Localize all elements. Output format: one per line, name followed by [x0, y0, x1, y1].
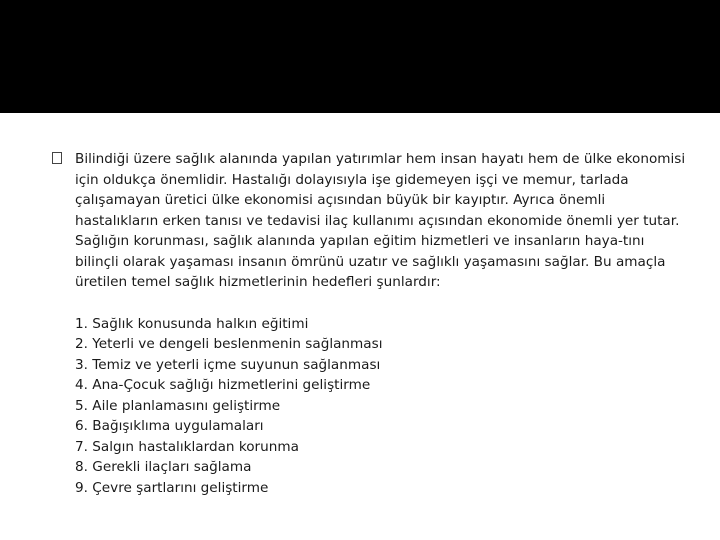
intro-paragraph: Bilindiği üzere sağlık alanında yapılan yatırımlar hem insan hayatı hem de ülke ekonomisi için oldukça önemlidir. Hastalığı dolayısıyla işe gidemeyen işçi ve memur, tarlada çalışamayan üretici ülke ekonomisi açısından büyük bir kayıptır. Ayrıca önemli hastalıkların erken tanısı ve tedavisi ilaç kullanımı açısından ekonomide önemli yer tutar. Sağlığın korunması, sağlık alanında yapılan eğitim hizmetleri ve insanların haya-tını bilinçli olarak yaşaması insanın ömrünü uzatır ve sağlıklı yaşamasını sağlar. Bu amaçla üretilen temel sağlık hizmetlerinin hedefleri şunlardır: [75, 151, 686, 290]
objectives-list [52, 314, 692, 499]
slide-content [52, 149, 692, 498]
list-item: 5. Aile planlamasını geliştirme [75, 397, 281, 414]
square-bullet-icon [52, 152, 62, 164]
list-item: 6. Bağışıklıma uygulamaları [75, 418, 264, 434]
list-item: 8. Gerekli ilaçları sağlama [75, 459, 252, 475]
bullet-paragraph [52, 149, 692, 293]
list-item: 4. Ana-Çocuk sağlığı hizmetlerini geliştirme [75, 377, 371, 393]
list-item: 1. Sağlık konusunda halkın eğitimi [75, 315, 309, 332]
title-band [0, 0, 720, 113]
list-item: 7. Salgın hastalıklardan korunma [75, 438, 299, 455]
list-item: 9. Çevre şartlarını geliştirme [75, 479, 269, 496]
list-item: 2. Yeterli ve dengeli beslenmenin sağlanması [75, 336, 383, 352]
list-item: 3. Temiz ve yeterli içme suyunun sağlanması [75, 356, 381, 373]
